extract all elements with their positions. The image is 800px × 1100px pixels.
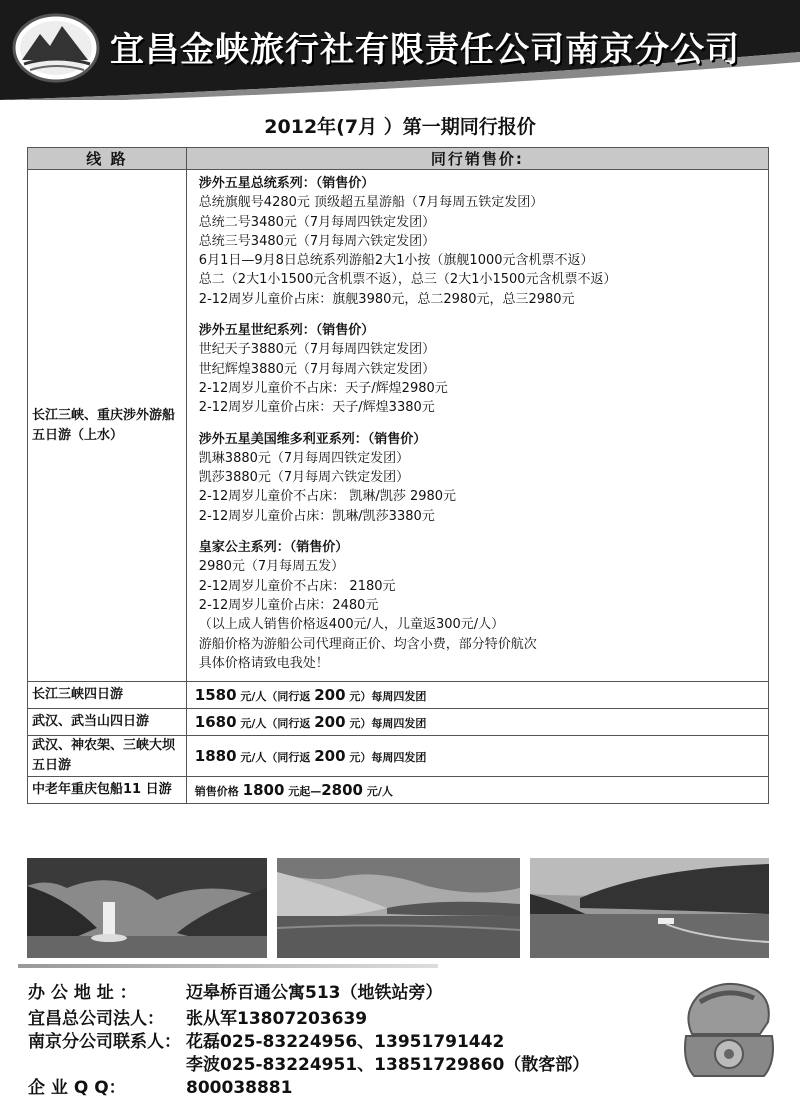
mountain-logo-icon [14, 15, 98, 81]
price-number-2: 200 [314, 713, 346, 732]
price-middle: 元/人（同行返 [236, 690, 315, 704]
price-line: 具体价格请致电我处！ [198, 655, 329, 671]
contact-line [28, 1073, 292, 1098]
table-row [28, 709, 769, 736]
route-cell: 中老年重庆包船11 日游 [28, 777, 187, 804]
section-gap [199, 418, 760, 430]
price-suffix: 元）每周四发团 [345, 717, 427, 731]
price-middle: 元/人（同行返 [236, 717, 315, 731]
price-section-title: 皇家公主系列：（销售价） [198, 540, 349, 556]
column-header-route: 线 路 [28, 148, 187, 170]
price-cell-main [186, 170, 768, 682]
price-middle: 元起— [284, 785, 322, 799]
table-row [28, 682, 769, 709]
price-number-2: 200 [314, 747, 346, 766]
column-header-price: 同行销售价: [186, 148, 768, 170]
price-line: 世纪辉煌3880元（7月每周六铁定发团） [198, 361, 436, 377]
page-subtitle: 2012年(7月 ）第一期同行报价 [264, 116, 536, 138]
price-section-title: 涉外五星世纪系列：（销售价） [198, 323, 375, 339]
route-cell: 武汉、武当山四日游 [28, 709, 187, 736]
phone-icon [676, 972, 782, 1082]
price-middle: 元/人（同行返 [236, 751, 315, 765]
price-line: 凯莎3880元（7月每周六铁定发团） [198, 470, 410, 486]
price-line: 2-12周岁儿童价占床：凯琳/凯莎3380元 [198, 508, 435, 524]
price-cell [186, 682, 768, 709]
contact-line [28, 1027, 504, 1052]
contact-label: 宜昌总公司法人： [28, 1009, 164, 1029]
price-number-2: 200 [314, 686, 346, 705]
section-gap [199, 309, 760, 321]
section-divider [18, 964, 438, 968]
waterfall-photo [27, 858, 267, 958]
price-line: 游船价格为游船公司代理商正价、均含小费，部分特价航次 [198, 636, 537, 652]
contact-label: 南京分公司联系人： [28, 1032, 181, 1052]
price-prefix: 销售价格 [194, 785, 243, 799]
header-banner [0, 0, 800, 100]
price-line: 世纪天子3880元（7月每周四铁定发团） [198, 342, 436, 358]
contact-line [28, 1004, 367, 1029]
section-gap [199, 526, 760, 538]
route-cell: 长江三峡四日游 [28, 682, 187, 709]
price-line: 2-12周岁儿童价不占床：天子/辉煌2980元 [198, 380, 448, 396]
price-suffix: 元/人 [362, 785, 393, 799]
contact-value: 张从军13807203639 [186, 1009, 368, 1029]
price-cell [186, 736, 768, 777]
table-row [28, 777, 769, 804]
price-number: 1680 [194, 713, 237, 732]
table-row-main [28, 170, 769, 682]
price-line: （以上成人销售价格返400元/人，儿童返300元/人） [198, 617, 505, 633]
contact-line [28, 978, 443, 1003]
price-line: 2-12周岁儿童价占床：旗舰3980元，总二2980元，总三2980元 [198, 291, 575, 307]
price-number-2: 2800 [321, 781, 363, 800]
price-line: 凯琳3880元（7月每周四铁定发团） [198, 450, 410, 466]
price-line: 总统二号3480元（7月每周四铁定发团） [198, 214, 436, 230]
price-line: 2980元（7月每周五发） [198, 559, 345, 575]
contact-value: 花磊025-83224956、13951791442 [186, 1032, 505, 1052]
route-cell: 武汉、神农架、三峡大坝五日游 [28, 736, 187, 777]
price-cell [186, 777, 768, 804]
company-name: 宜昌金峡旅行社有限责任公司南京分公司 [110, 30, 740, 70]
route-cell-main: 长江三峡、重庆涉外游船五日游（上水） [28, 170, 187, 682]
quote-table [27, 147, 769, 804]
price-line: 2-12周岁儿童价占床：2480元 [198, 597, 379, 613]
contact-value: 800038881 [186, 1078, 293, 1098]
cruise-boat-photo [530, 858, 769, 958]
price-line: 2-12周岁儿童价不占床： 凯琳/凯莎 2980元 [198, 489, 457, 505]
price-line: 总统三号3480元（7月每周六铁定发团） [198, 233, 436, 249]
price-suffix: 元）每周四发团 [345, 690, 427, 704]
price-number: 1800 [242, 781, 285, 800]
price-line: 总统旗舰号4280元 顶级超五星游船（7月每周五铁定发团） [198, 195, 544, 211]
table-header-row [28, 148, 769, 170]
price-line: 总二（2大1小1500元含机票不返），总三（2大1小1500元含机票不返） [198, 272, 617, 288]
price-suffix: 元）每周四发团 [345, 751, 427, 765]
photo-strip [27, 858, 769, 958]
contact-value: 迈皋桥百通公寓513（地铁站旁） [186, 983, 443, 1003]
table-row [28, 736, 769, 777]
price-number: 1880 [194, 747, 237, 766]
contact-label: 企 业 Q Q： [28, 1078, 126, 1098]
contact-line [28, 1050, 589, 1075]
price-section-title: 涉外五星美国维多利亚系列：（销售价） [198, 431, 427, 447]
price-cell [186, 709, 768, 736]
gorge-river-photo [277, 858, 520, 958]
contact-label: 办 公 地 址 ： [28, 983, 137, 1003]
price-number: 1580 [194, 686, 237, 705]
contact-value: 李波025-83224951、13851729860（散客部） [186, 1055, 590, 1075]
price-section-title: 涉外五星总统系列：（销售价） [198, 176, 375, 191]
price-line: 2-12周岁儿童价不占床： 2180元 [198, 578, 396, 594]
price-line: 2-12周岁儿童价占床：天子/辉煌3380元 [198, 400, 435, 416]
price-line: 6月1日—9月8日总统系列游船2大1小按（旗舰1000元含机票不返） [198, 253, 594, 269]
